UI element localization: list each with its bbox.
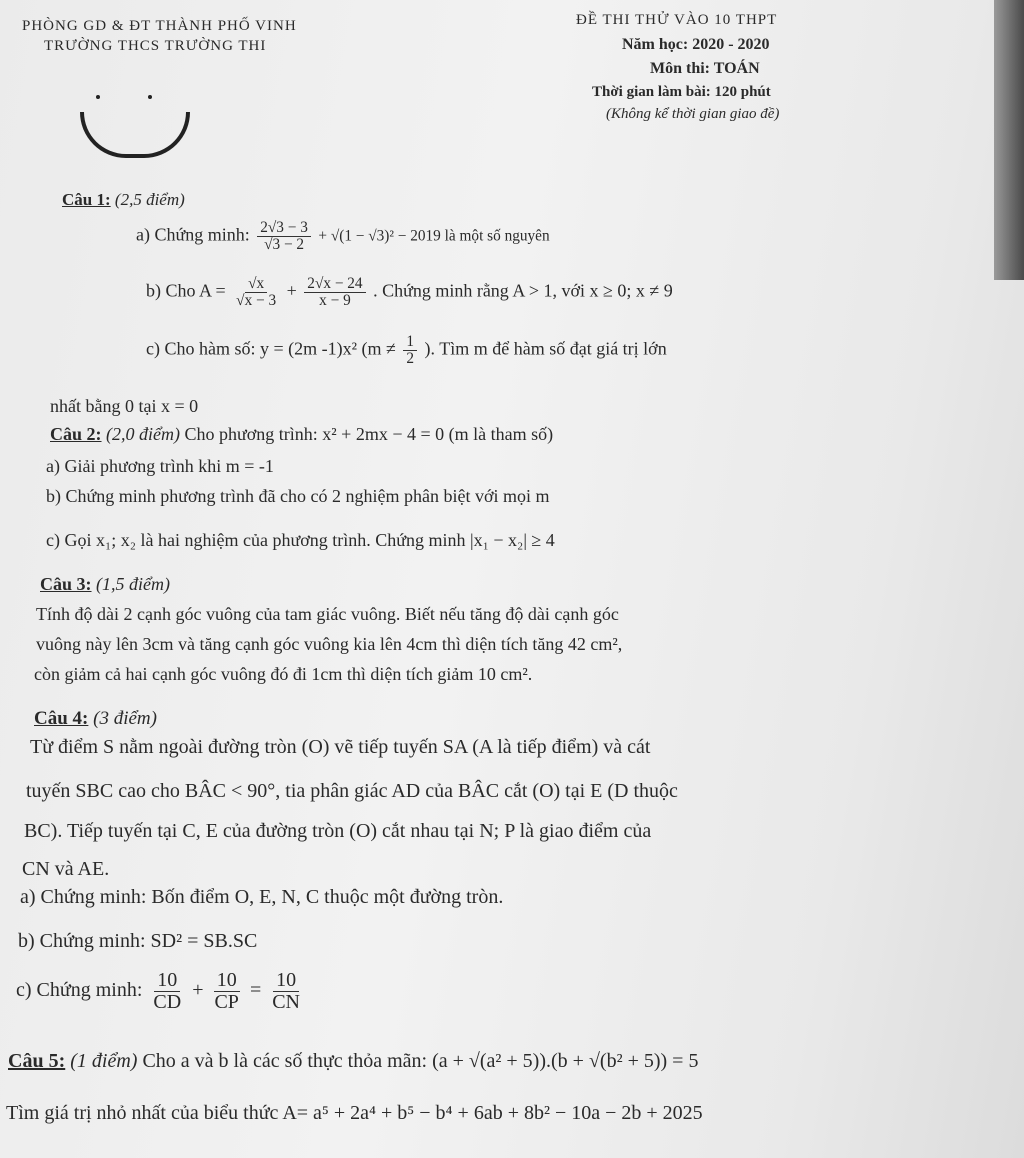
q2-part-a: a) Giải phương trình khi m = -1: [46, 456, 274, 476]
q4-line4: CN và AE.: [22, 858, 110, 880]
q1b-label: b) Cho A =: [146, 280, 226, 301]
q4c-f1-den: CD: [153, 991, 182, 1013]
school-year: Năm học: 2020 - 2020: [622, 36, 770, 53]
q4c-fraction-2: [211, 970, 241, 1013]
q5-line2: Tìm giá trị nhỏ nhất của biểu thức A= a⁵ + 2a⁴ + b⁵ − b⁴ + 6ab + 8b² − 10a − 2b + 2025: [6, 1102, 703, 1124]
doodle-smile: [80, 112, 190, 158]
q4-line1: Từ điểm S nằm ngoài đường tròn (O) vẽ tiếp tuyến SA (A là tiếp điểm) và cát: [30, 736, 651, 758]
q1b-rest: . Chứng minh rằng A > 1, với x ≥ 0; x ≠ 9: [373, 280, 673, 301]
q4c-f3-num: 10: [273, 970, 299, 992]
q4c-f1-num: 10: [154, 970, 180, 992]
subject: Môn thi: TOÁN: [650, 60, 760, 77]
duration-note: (Không kể thời gian giao đề): [606, 106, 780, 122]
q1-part-c: [146, 334, 667, 367]
q4-heading: [34, 708, 157, 730]
q1b-fraction-2: [304, 276, 365, 309]
q1b-plus: +: [286, 280, 297, 301]
q2-points: (2,0 điểm): [106, 424, 180, 444]
q3-title: Câu 3:: [40, 574, 92, 594]
q1c-den: 2: [406, 350, 415, 368]
q2-title: Câu 2:: [50, 424, 102, 444]
doodle-eye-right: [148, 95, 152, 99]
q4-part-a: a) Chứng minh: Bốn điểm O, E, N, C thuộc một đường tròn.: [20, 886, 504, 908]
q5-points: (1 điểm): [70, 1050, 138, 1072]
q3-line3: còn giảm cả hai cạnh góc vuông đó đi 1cm thì diện tích giảm 10 cm².: [34, 664, 533, 684]
q2-heading: [50, 424, 553, 445]
q4c-f3-den: CN: [272, 991, 301, 1013]
q5-heading: [8, 1050, 698, 1073]
q5-title: Câu 5:: [8, 1050, 66, 1072]
q1-points: (2,5 điểm): [114, 190, 185, 209]
header-school: TRƯỜNG THCS TRƯỜNG THI: [44, 38, 267, 54]
q4c-fraction-3: [269, 970, 303, 1013]
q1a-label: a) Chứng minh:: [136, 224, 250, 245]
q1-part-a: [136, 220, 550, 253]
q1-title: Câu 1:: [62, 190, 111, 209]
q1b-f1-num: √x: [245, 276, 267, 293]
q4c-fraction-1: [150, 970, 184, 1013]
q4-part-c: [16, 970, 306, 1013]
header-department: PHÒNG GD & ĐT THÀNH PHỐ VINH: [22, 18, 297, 34]
q2-part-c: c) Gọi x₁; x₂ là hai nghiệm của phương trình. Chứng minh |x₁ − x₂| ≥ 4: [46, 530, 555, 550]
q2-part-b: b) Chứng minh phương trình đã cho có 2 nghiệm phân biệt với mọi m: [46, 486, 550, 506]
q3-points: (1,5 điểm): [96, 574, 170, 594]
page-edge-shadow: [994, 0, 1024, 280]
q3-heading: [40, 574, 170, 595]
q4-points: (3 điểm): [93, 708, 157, 729]
q1b-f2-num: 2√x − 24: [304, 276, 365, 293]
q4-part-b: b) Chứng minh: SD² = SB.SC: [18, 930, 258, 952]
q1c-text: c) Cho hàm số: y = (2m -1)x² (m ≠: [146, 338, 396, 359]
q1c-line2: nhất bằng 0 tại x = 0: [50, 396, 199, 416]
q1c-rest: ). Tìm m để hàm số đạt giá trị lớn: [424, 338, 667, 359]
q1a-rest: + √(1 − √3)² − 2019 là một số nguyên: [318, 227, 550, 245]
q1b-f2-den: x − 9: [319, 292, 351, 310]
q2-text: Cho phương trình: x² + 2mx − 4 = 0 (m là tham số): [184, 424, 554, 444]
q4c-plus: +: [192, 979, 204, 1002]
q1c-num: 1: [403, 334, 417, 351]
q4-line2: tuyến SBC cao cho BÂC < 90°, tia phân giác AD của BÂC cắt (O) tại E (D thuộc: [26, 780, 678, 802]
q4c-label: c) Chứng minh:: [16, 979, 143, 1002]
q1a-fraction: [257, 220, 311, 253]
q4-line3: BC). Tiếp tuyến tại C, E của đường tròn (O) cắt nhau tại N; P là giao điểm của: [24, 820, 652, 842]
q4c-equals: =: [249, 979, 262, 1002]
q3-line1: Tính độ dài 2 cạnh góc vuông của tam giác vuông. Biết nếu tăng độ dài cạnh góc: [36, 604, 619, 624]
q4c-f2-den: CP: [214, 991, 239, 1013]
q4c-f2-num: 10: [214, 970, 240, 992]
q1-heading: [62, 190, 185, 210]
q1b-fraction-1: [233, 276, 279, 309]
duration: Thời gian làm bài: 120 phút: [592, 84, 771, 100]
q4-title: Câu 4:: [34, 708, 89, 729]
q1c-fraction: [403, 334, 417, 367]
q1-part-b: [146, 276, 673, 309]
exam-title: ĐỀ THI THỬ VÀO 10 THPT: [576, 12, 778, 28]
q1a-numerator: 2√3 − 3: [257, 220, 311, 237]
doodle-eye-left: [96, 95, 100, 99]
q1a-denominator: √3 − 2: [264, 236, 305, 254]
q1b-f1-den: √x − 3: [236, 292, 277, 310]
q5-line1: Cho a và b là các số thực thỏa mãn: (a + √(a² + 5)).(b + √(b² + 5)) = 5: [142, 1050, 699, 1072]
q3-line2: vuông này lên 3cm và tăng cạnh góc vuông kia lên 4cm thì diện tích tăng 42 cm²,: [36, 634, 623, 654]
